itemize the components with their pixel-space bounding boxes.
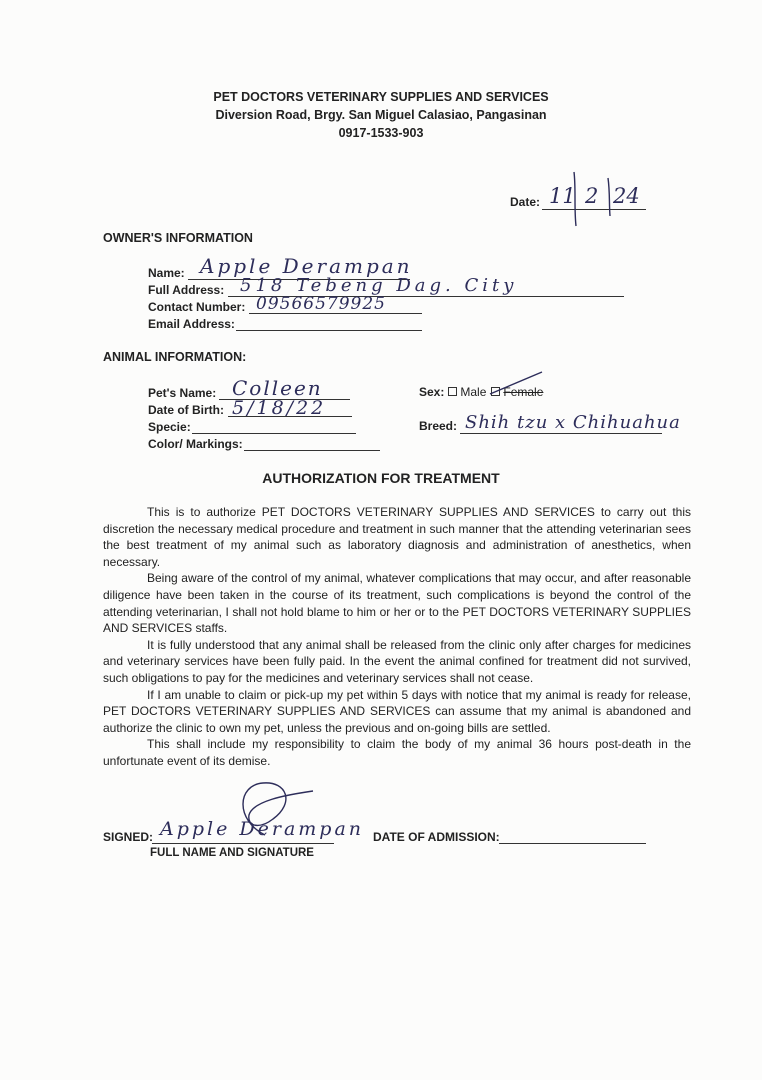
owner-name-label: Name: — [148, 266, 185, 280]
owner-email-label: Email Address: — [148, 317, 235, 331]
owner-contact-value: 09566579925 — [256, 294, 386, 314]
male-checkbox[interactable] — [448, 387, 457, 396]
pet-name-label: Pet's Name: — [148, 386, 217, 400]
admission-line — [499, 843, 646, 844]
signed-name-value: Apple Derampan — [160, 818, 365, 840]
female-option-label: Female — [503, 385, 544, 399]
admission-label: DATE OF ADMISSION: — [373, 830, 500, 844]
date-day: 2 — [585, 184, 599, 208]
date-separators — [560, 168, 620, 228]
authorization-paragraph: It is fully understood that any animal shall be released from the clinic only after charges for medicines and veterinary services have been fully paid. In the event the animal confined for treatment did not survived, such obligations to pay for the medicines and veterinary services shall not cease. — [103, 637, 691, 685]
owner-contact-label: Contact Number: — [148, 300, 246, 314]
female-check-mark — [488, 370, 548, 400]
color-label: Color/ Markings: — [148, 437, 243, 451]
owner-heading: OWNER'S INFORMATION — [103, 231, 253, 245]
owner-address-value: 518 Tebeng Dag. City — [240, 275, 518, 296]
specie-line — [192, 433, 356, 434]
dob-label: Date of Birth: — [148, 403, 224, 417]
date-label: Date: — [510, 195, 541, 209]
business-address: Diversion Road, Brgy. San Miguel Calasiao, Pangasinan — [215, 108, 547, 122]
specie-label: Specie: — [148, 420, 191, 434]
owner-email-line — [236, 330, 422, 331]
date-month: 11 — [549, 184, 576, 208]
authorization-title: AUTHORIZATION FOR TREATMENT — [262, 470, 500, 486]
sex-label: Sex: — [419, 385, 445, 399]
business-phone: 0917-1533-903 — [338, 126, 424, 140]
authorization-body — [103, 504, 691, 770]
authorization-paragraph: Being aware of the control of my animal, whatever complications that may occur, and after reasonable diligence have been taken in the course of its treatment, such complications is beyond the control of the attending veterinarian, I shall not hold blame to him or her or to the PET DOCTORS VETERINARY SUPPLIES AND SERVICES staffs. — [103, 571, 691, 636]
authorization-paragraph: If I am unable to claim or pick-up my pet within 5 days with notice that my animal is ready for release, PET DOCTORS VETERINARY SUPPLIES AND SERVICES can assume that my animal is abandoned and authorize the clinic to own my pet, unless the previous and on-going bills are settled. — [103, 687, 691, 735]
signed-label: SIGNED: — [103, 830, 154, 844]
breed-line — [460, 433, 662, 434]
male-option-label: Male — [460, 385, 487, 399]
animal-heading: ANIMAL INFORMATION: — [103, 350, 247, 364]
breed-label: Breed: — [419, 419, 458, 433]
dob-value: 5/18/22 — [232, 397, 327, 419]
pet-name-value: Colleen — [232, 376, 323, 400]
signature-flourish — [225, 775, 335, 855]
authorization-paragraph: This is to authorize PET DOCTORS VETERINARY SUPPLIES AND SERVICES to carry out this discretion the necessary medical procedure and treatment in such manner that the attending veterinarian sees the best treatment of my animal such as laboratory diagnosis and administration of anesthetics, when necessary. — [103, 505, 691, 569]
owner-address-label: Full Address: — [148, 283, 225, 297]
date-year: 24 — [613, 184, 640, 208]
business-name: PET DOCTORS VETERINARY SUPPLIES AND SERVICES — [213, 90, 549, 104]
owner-name-value: Apple Derampan — [200, 254, 413, 278]
authorization-paragraph: This shall include my responsibility to claim the body of my animal 36 hours post-death in the unfortunate event of its demise. — [103, 737, 691, 768]
breed-value: Shih tzu x Chihuahua — [465, 412, 681, 433]
signature-caption: FULL NAME AND SIGNATURE — [150, 847, 314, 859]
color-line — [244, 450, 380, 451]
